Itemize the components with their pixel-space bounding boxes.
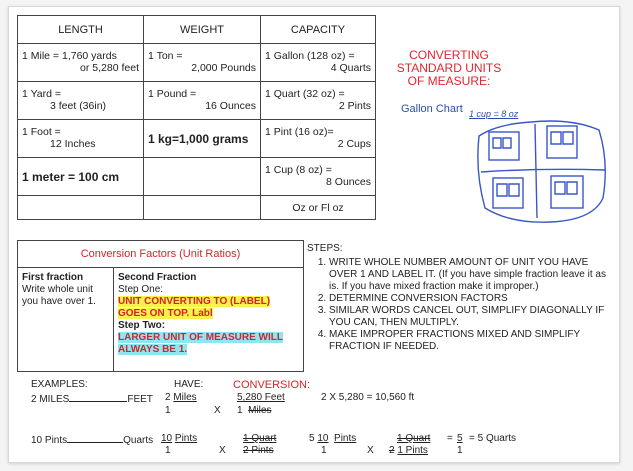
gallon-chart-drawing (471, 112, 611, 232)
steps-title: STEPS: (307, 243, 343, 254)
step-item: 3. SIMILAR WORDS CANCEL OUT, SIMPLIFY DIAGONALLY IF YOU CAN, THEN MULTIPLY. (329, 305, 607, 329)
example-1-have-den: 1 (165, 405, 171, 416)
first-fraction-column (18, 267, 114, 371)
conversion-table (17, 15, 376, 220)
page-title: CONVERTING STANDARD UNITS OF MEASURE: (396, 48, 502, 88)
conversion-factors-box (17, 240, 304, 372)
step-two-label: Step Two: (118, 320, 166, 331)
example-1-conv-den: 1 Miles (237, 405, 272, 416)
example-1-conv-num: 5,280 Feet (237, 392, 285, 403)
example-2-eq: = (447, 433, 453, 444)
first-fraction-text: Write whole unit you have over 1. (22, 284, 96, 307)
cell-pint: 1 Pint (16 oz)= 2 Cups (261, 120, 376, 158)
worksheet-page (8, 6, 620, 463)
cell-kg: 1 kg=1,000 grams (144, 120, 261, 158)
example-2-prompt: 10 Pints Quarts (31, 435, 154, 446)
cell-oz: Oz or Fl oz (261, 196, 376, 220)
cell-cup: 1 Cup (8 oz) = 8 Ounces (261, 158, 376, 196)
header-weight: WEIGHT (144, 16, 261, 44)
steps-list (307, 257, 607, 353)
second-fraction-title: Second Fraction (118, 272, 197, 283)
gallon-chart-note: 1 cup = 8 oz (469, 109, 519, 119)
header-length: LENGTH (18, 16, 144, 44)
conversion-label: CONVERSION: (233, 379, 311, 391)
header-capacity: CAPACITY (261, 16, 376, 44)
cell-meter: 1 meter = 100 cm (18, 158, 144, 196)
cell-mile: 1 Mile = 1,760 yards or 5,280 feet (18, 44, 144, 82)
example-2-simplified-conv-den: 2 1 Pints (389, 445, 428, 456)
step-item: 2. DETERMINE CONVERSION FACTORS (329, 293, 607, 305)
cell-gallon: 1 Gallon (128 oz) = 4 Quarts (261, 44, 376, 82)
step-item: 4. MAKE IMPROPER FRACTIONS MIXED AND SIMPLIFY FRACTION IF NEEDED. (329, 329, 607, 353)
gallon-chart-label: Gallon Chart (401, 103, 463, 115)
example-2-simplified-times: X (367, 445, 374, 456)
second-fraction-column (114, 267, 303, 371)
cell-foot: 1 Foot = 12 Inches (18, 120, 144, 158)
example-2-conv-num: 1 Quart (243, 433, 277, 444)
example-1-have-num: 2 Miles (165, 392, 197, 403)
cell-quart: 1 Quart (32 oz) = 2 Pints (261, 82, 376, 120)
conversion-factors-header: Conversion Factors (Unit Ratios) (18, 241, 303, 268)
example-2-have-num: 10 Pints (161, 433, 198, 444)
example-2-frac-num: 5 (457, 433, 463, 444)
example-1-result: 2 X 5,280 = 10,560 ft (321, 392, 415, 403)
example-2-simplified-conv-num: 1 Quart (397, 433, 431, 444)
step-two-text: LARGER UNIT OF MEASURE WILL ALWAYS BE 1. (118, 332, 283, 355)
example-2-answer: = 5 Quarts (469, 433, 516, 444)
step-item: 1. WRITE WHOLE NUMBER AMOUNT OF UNIT YOU HAVE OVER 1 AND LABEL IT. (If you have simple fraction leave it as is. If you have mixed fraction make it improper.) (329, 257, 607, 293)
cell-empty-2 (18, 196, 144, 220)
example-2-simplified-den: 1 (321, 445, 327, 456)
example-2-times: X (219, 445, 226, 456)
example-2-have-den: 1 (165, 445, 171, 456)
examples-label: EXAMPLES: (31, 379, 88, 390)
example-2-conv-den: 2 Pints (243, 445, 274, 456)
first-fraction-title: First fraction (22, 272, 84, 283)
example-1-prompt: 2 MILES FEET (31, 394, 153, 405)
step-one-label: Step One: (118, 284, 164, 295)
example-1-times: X (214, 405, 221, 416)
cell-empty-1 (144, 158, 261, 196)
steps-section (307, 243, 607, 353)
cell-pound: 1 Pound = 16 Ounces (144, 82, 261, 120)
example-2-simplified-num: 5 10 Pints (309, 433, 357, 444)
cell-empty-3 (144, 196, 261, 220)
cell-yard: 1 Yard = 3 feet (36in) (18, 82, 144, 120)
example-2-frac-den: 1 (457, 445, 463, 456)
have-label: HAVE: (174, 379, 204, 390)
step-one-text: UNIT CONVERTING TO (LABEL) GOES ON TOP. Labl (118, 296, 271, 319)
cell-ton: 1 Ton = 2,000 Pounds (144, 44, 261, 82)
